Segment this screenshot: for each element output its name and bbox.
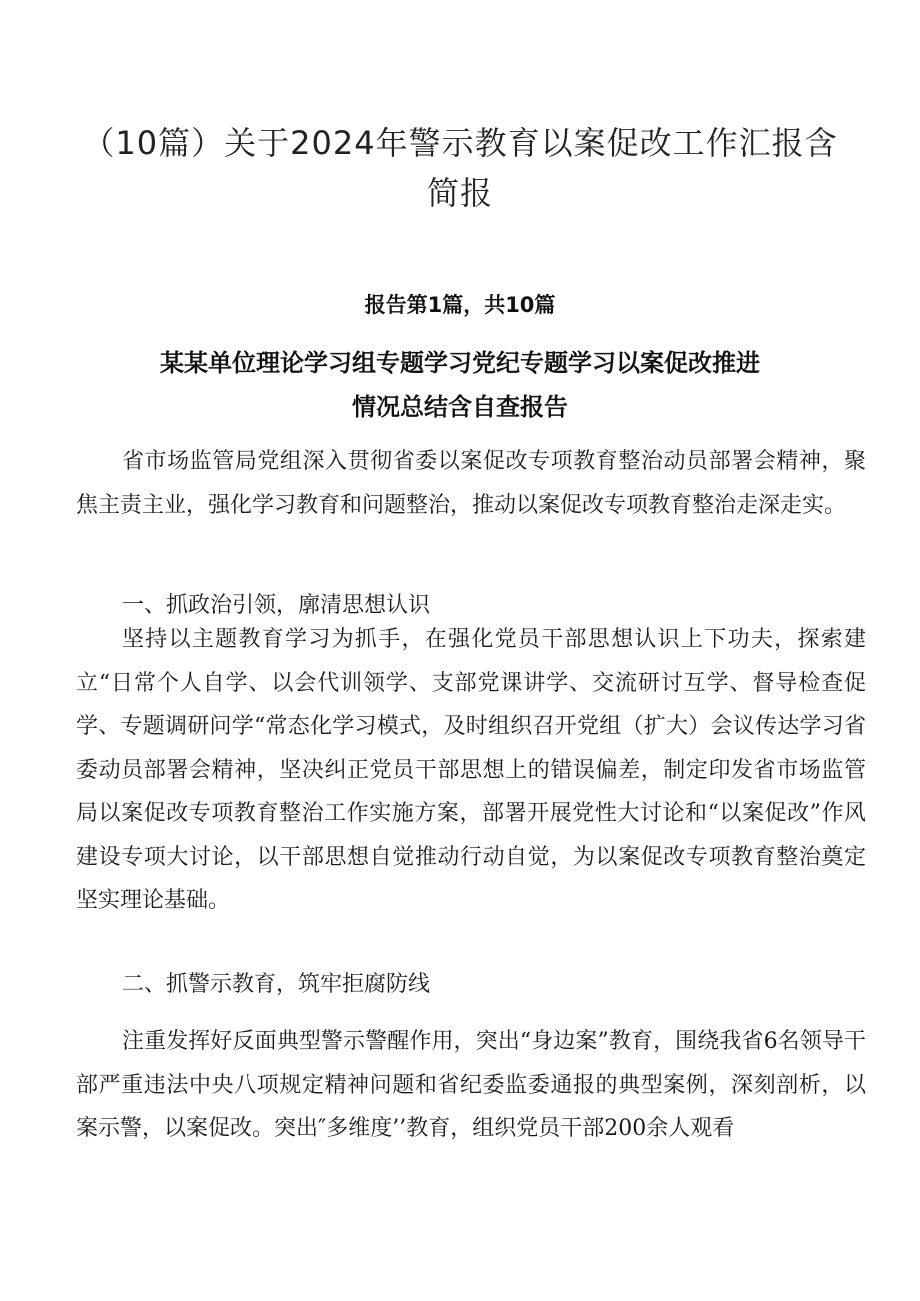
section-label: 报告第1篇，共10篇	[364, 293, 556, 317]
document-title-line-1: （10篇）关于2024年警示教育以案促改工作汇报含	[82, 124, 838, 162]
section-heading-2: 二、抓警示教育，筑牢拒腐防线	[122, 972, 431, 997]
report-title-line-1: 某某单位理论学习组专题学习党纪专题学习以案促改推进	[160, 349, 760, 377]
document-title-line-2: 简报	[426, 174, 493, 212]
document-title	[60, 118, 860, 218]
report-title	[60, 341, 860, 429]
intro-paragraph: 省市场监管局党组深入贯彻省委以案促改专项教育整治动员部署会精神，聚焦主责主业，强化学习教育和问题整治，推动以案促改专项教育整治走深走实。	[76, 449, 866, 518]
paragraph-warning-education: 注重发挥好反面典型警示警醒作用，突出“身边案”教育，围绕我省6名领导干部严重违法中央八项规定精神问题和省纪委监委通报的典型案例，深刻剖析，以案示警，以案促改。突出″多维度’’教育，组织党员干部200余人观看	[76, 1029, 866, 1141]
paragraph-political-guidance: 坚持以主题教育学习为抓手，在强化党员干部思想认识上下功夫，探索建立“日常个人自学、以会代训领学、支部党课讲学、交流研讨互学、督导检查促学、专题调研问学“常态化学习模式，及时组织召开党组（扩大）会议传达学习省委动员部署会精神，坚决纠正党员干部思想上的错误偏差，制定印发省市场监管局以案促改专项教育整治工作实施方案，部署开展党性大讨论和“以案促改”作风建设专项大讨论，以干部思想自觉推动行动自觉，为以案促改专项教育整治奠定坚实理论基础。	[76, 627, 866, 913]
section-heading-1: 一、抓政治引领，廓清思想认识	[122, 593, 431, 618]
report-title-line-2: 情况总结含自查报告	[352, 393, 568, 421]
